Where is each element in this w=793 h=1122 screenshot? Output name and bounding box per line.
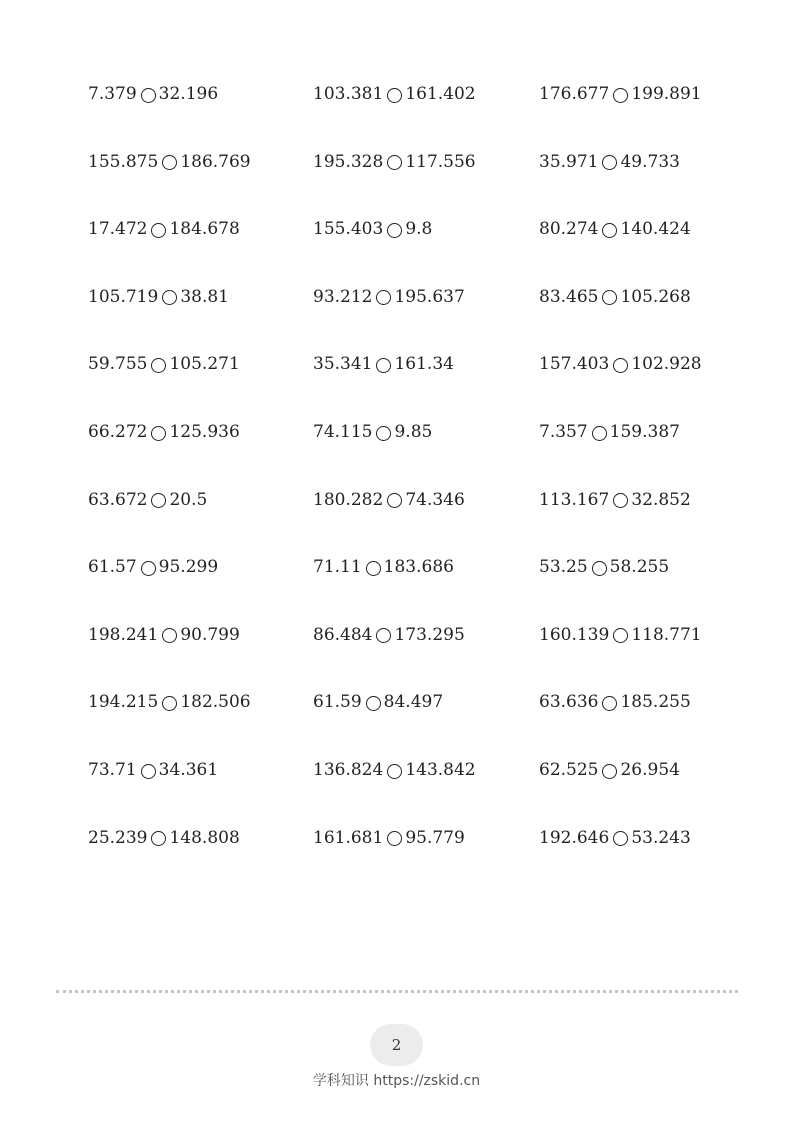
comparison-problem (88, 485, 207, 515)
left-number: 53.25 (539, 557, 588, 578)
left-number: 66.272 (88, 422, 148, 442)
right-number: 140.424 (620, 219, 691, 240)
answer-circle[interactable] (376, 426, 391, 441)
left-number: 176.677 (539, 84, 610, 104)
right-number: 9.8 (405, 219, 433, 240)
left-number: 103.381 (313, 84, 384, 104)
right-number: 53.243 (631, 827, 691, 848)
problem-row (0, 687, 793, 717)
comparison-problem (539, 620, 702, 650)
comparison-problem (313, 687, 443, 717)
comparison-problem (539, 282, 691, 312)
answer-circle[interactable] (376, 628, 391, 643)
problem-row (0, 282, 793, 312)
comparison-problem (88, 214, 240, 244)
left-number: 59.755 (88, 354, 148, 375)
answer-circle[interactable] (602, 223, 617, 238)
right-number: 183.686 (383, 557, 454, 578)
left-number: 73.71 (88, 760, 137, 780)
comparison-problem (539, 147, 680, 177)
comparison-problem (88, 349, 240, 379)
comparison-problem (88, 755, 218, 785)
left-number: 25.239 (88, 827, 148, 848)
right-number: 186.769 (180, 151, 251, 172)
comparison-problem (88, 620, 240, 650)
right-number: 159.387 (609, 422, 680, 442)
right-number: 117.556 (405, 151, 476, 172)
comparison-problem (313, 282, 465, 312)
comparison-problem (88, 823, 240, 853)
answer-circle[interactable] (141, 764, 156, 779)
answer-circle[interactable] (376, 290, 391, 305)
right-number: 34.361 (158, 760, 219, 780)
answer-circle[interactable] (162, 628, 177, 643)
right-number: 161.402 (405, 84, 476, 104)
comparison-problem (313, 349, 454, 379)
left-number: 63.672 (88, 489, 148, 510)
comparison-problem (313, 823, 465, 853)
comparison-problem (539, 485, 691, 515)
right-number: 20.5 (169, 489, 208, 510)
right-number: 143.842 (405, 760, 476, 780)
comparison-problem (539, 687, 691, 717)
answer-circle[interactable] (613, 493, 628, 508)
comparison-problem (539, 755, 680, 785)
comparison-problem (313, 620, 465, 650)
problem-row (0, 79, 793, 109)
answer-circle[interactable] (602, 764, 617, 779)
comparison-problem (313, 755, 476, 785)
left-number: 161.681 (313, 827, 384, 848)
left-number: 192.646 (539, 827, 610, 848)
right-number: 32.852 (631, 489, 691, 510)
right-number: 148.808 (169, 827, 240, 848)
comparison-problem (539, 79, 702, 109)
answer-circle[interactable] (592, 426, 607, 441)
right-number: 118.771 (631, 624, 702, 645)
answer-circle[interactable] (141, 88, 156, 103)
right-number: 26.954 (620, 760, 680, 780)
answer-circle[interactable] (366, 696, 381, 711)
comparison-problem (88, 417, 240, 447)
right-number: 38.81 (180, 286, 229, 307)
answer-circle[interactable] (592, 561, 607, 576)
answer-circle[interactable] (613, 358, 628, 373)
left-number: 80.274 (539, 219, 599, 240)
right-number: 74.346 (405, 489, 465, 510)
left-number: 180.282 (313, 489, 384, 510)
left-number: 7.379 (88, 84, 137, 104)
problem-row (0, 147, 793, 177)
comparison-problem (313, 147, 476, 177)
right-number: 95.299 (158, 557, 219, 578)
comparison-problem (313, 417, 432, 447)
right-number: 184.678 (169, 219, 240, 240)
left-number: 105.719 (88, 286, 159, 307)
left-number: 61.57 (88, 557, 137, 578)
answer-circle[interactable] (613, 88, 628, 103)
answer-circle[interactable] (151, 493, 166, 508)
right-number: 161.34 (394, 354, 454, 375)
left-number: 7.357 (539, 422, 588, 442)
problem-row (0, 214, 793, 244)
page-number: 2 (391, 1036, 402, 1054)
answer-circle[interactable] (151, 426, 166, 441)
answer-circle[interactable] (387, 223, 402, 238)
dotted-divider (56, 990, 738, 993)
answer-circle[interactable] (602, 155, 617, 170)
left-number: 155.403 (313, 219, 384, 240)
answer-circle[interactable] (613, 831, 628, 846)
left-number: 136.824 (313, 760, 384, 780)
left-number: 157.403 (539, 354, 610, 375)
comparison-problem (539, 349, 702, 379)
comparison-problem (539, 552, 669, 582)
left-number: 160.139 (539, 624, 610, 645)
footer-source: 学科知识 https://zskid.cn (312, 1073, 481, 1089)
answer-circle[interactable] (151, 223, 166, 238)
right-number: 105.271 (169, 354, 240, 375)
problem-row (0, 823, 793, 853)
comparison-problem (313, 485, 465, 515)
comparison-problem (313, 552, 454, 582)
problem-row (0, 755, 793, 785)
comparison-problem (313, 79, 476, 109)
comparison-problem (88, 282, 229, 312)
answer-circle[interactable] (602, 696, 617, 711)
comparison-problem (539, 214, 691, 244)
answer-circle[interactable] (376, 358, 391, 373)
left-number: 61.59 (313, 692, 362, 713)
left-number: 155.875 (88, 151, 159, 172)
answer-circle[interactable] (387, 493, 402, 508)
answer-circle[interactable] (387, 764, 402, 779)
left-number: 195.328 (313, 151, 384, 172)
left-number: 86.484 (313, 624, 373, 645)
problem-row (0, 349, 793, 379)
comparison-problem (539, 823, 691, 853)
right-number: 32.196 (158, 84, 219, 104)
left-number: 62.525 (539, 760, 599, 780)
problem-row (0, 485, 793, 515)
right-number: 173.295 (394, 624, 465, 645)
right-number: 95.779 (405, 827, 465, 848)
right-number: 195.637 (394, 286, 465, 307)
problem-row (0, 417, 793, 447)
left-number: 63.636 (539, 692, 599, 713)
answer-circle[interactable] (151, 358, 166, 373)
right-number: 102.928 (631, 354, 702, 375)
answer-circle[interactable] (162, 290, 177, 305)
right-number: 105.268 (620, 286, 691, 307)
answer-circle[interactable] (366, 561, 381, 576)
comparison-problem (88, 687, 251, 717)
comparison-problem (88, 552, 218, 582)
answer-circle[interactable] (162, 155, 177, 170)
left-number: 71.11 (313, 557, 362, 578)
answer-circle[interactable] (141, 561, 156, 576)
comparison-problem (313, 214, 432, 244)
answer-circle[interactable] (162, 696, 177, 711)
comparison-problem (88, 79, 218, 109)
right-number: 125.936 (169, 422, 240, 442)
answer-circle[interactable] (387, 88, 402, 103)
answer-circle[interactable] (387, 155, 402, 170)
right-number: 9.85 (394, 422, 433, 442)
left-number: 198.241 (88, 624, 159, 645)
left-number: 35.971 (539, 151, 599, 172)
left-number: 93.212 (313, 286, 373, 307)
left-number: 35.341 (313, 354, 373, 375)
answer-circle[interactable] (151, 831, 166, 846)
left-number: 17.472 (88, 219, 148, 240)
right-number: 90.799 (180, 624, 240, 645)
comparison-problem (88, 147, 251, 177)
problem-row (0, 620, 793, 650)
right-number: 199.891 (631, 84, 702, 104)
left-number: 83.465 (539, 286, 599, 307)
answer-circle[interactable] (602, 290, 617, 305)
answer-circle[interactable] (613, 628, 628, 643)
comparison-problem (539, 417, 680, 447)
right-number: 185.255 (620, 692, 691, 713)
right-number: 182.506 (180, 692, 251, 713)
left-number: 113.167 (539, 489, 610, 510)
right-number: 84.497 (383, 692, 444, 713)
right-number: 49.733 (620, 151, 680, 172)
problem-row (0, 552, 793, 582)
page-number-badge (370, 1024, 423, 1066)
left-number: 194.215 (88, 692, 159, 713)
left-number: 74.115 (313, 422, 373, 442)
answer-circle[interactable] (387, 831, 402, 846)
right-number: 58.255 (609, 557, 670, 578)
